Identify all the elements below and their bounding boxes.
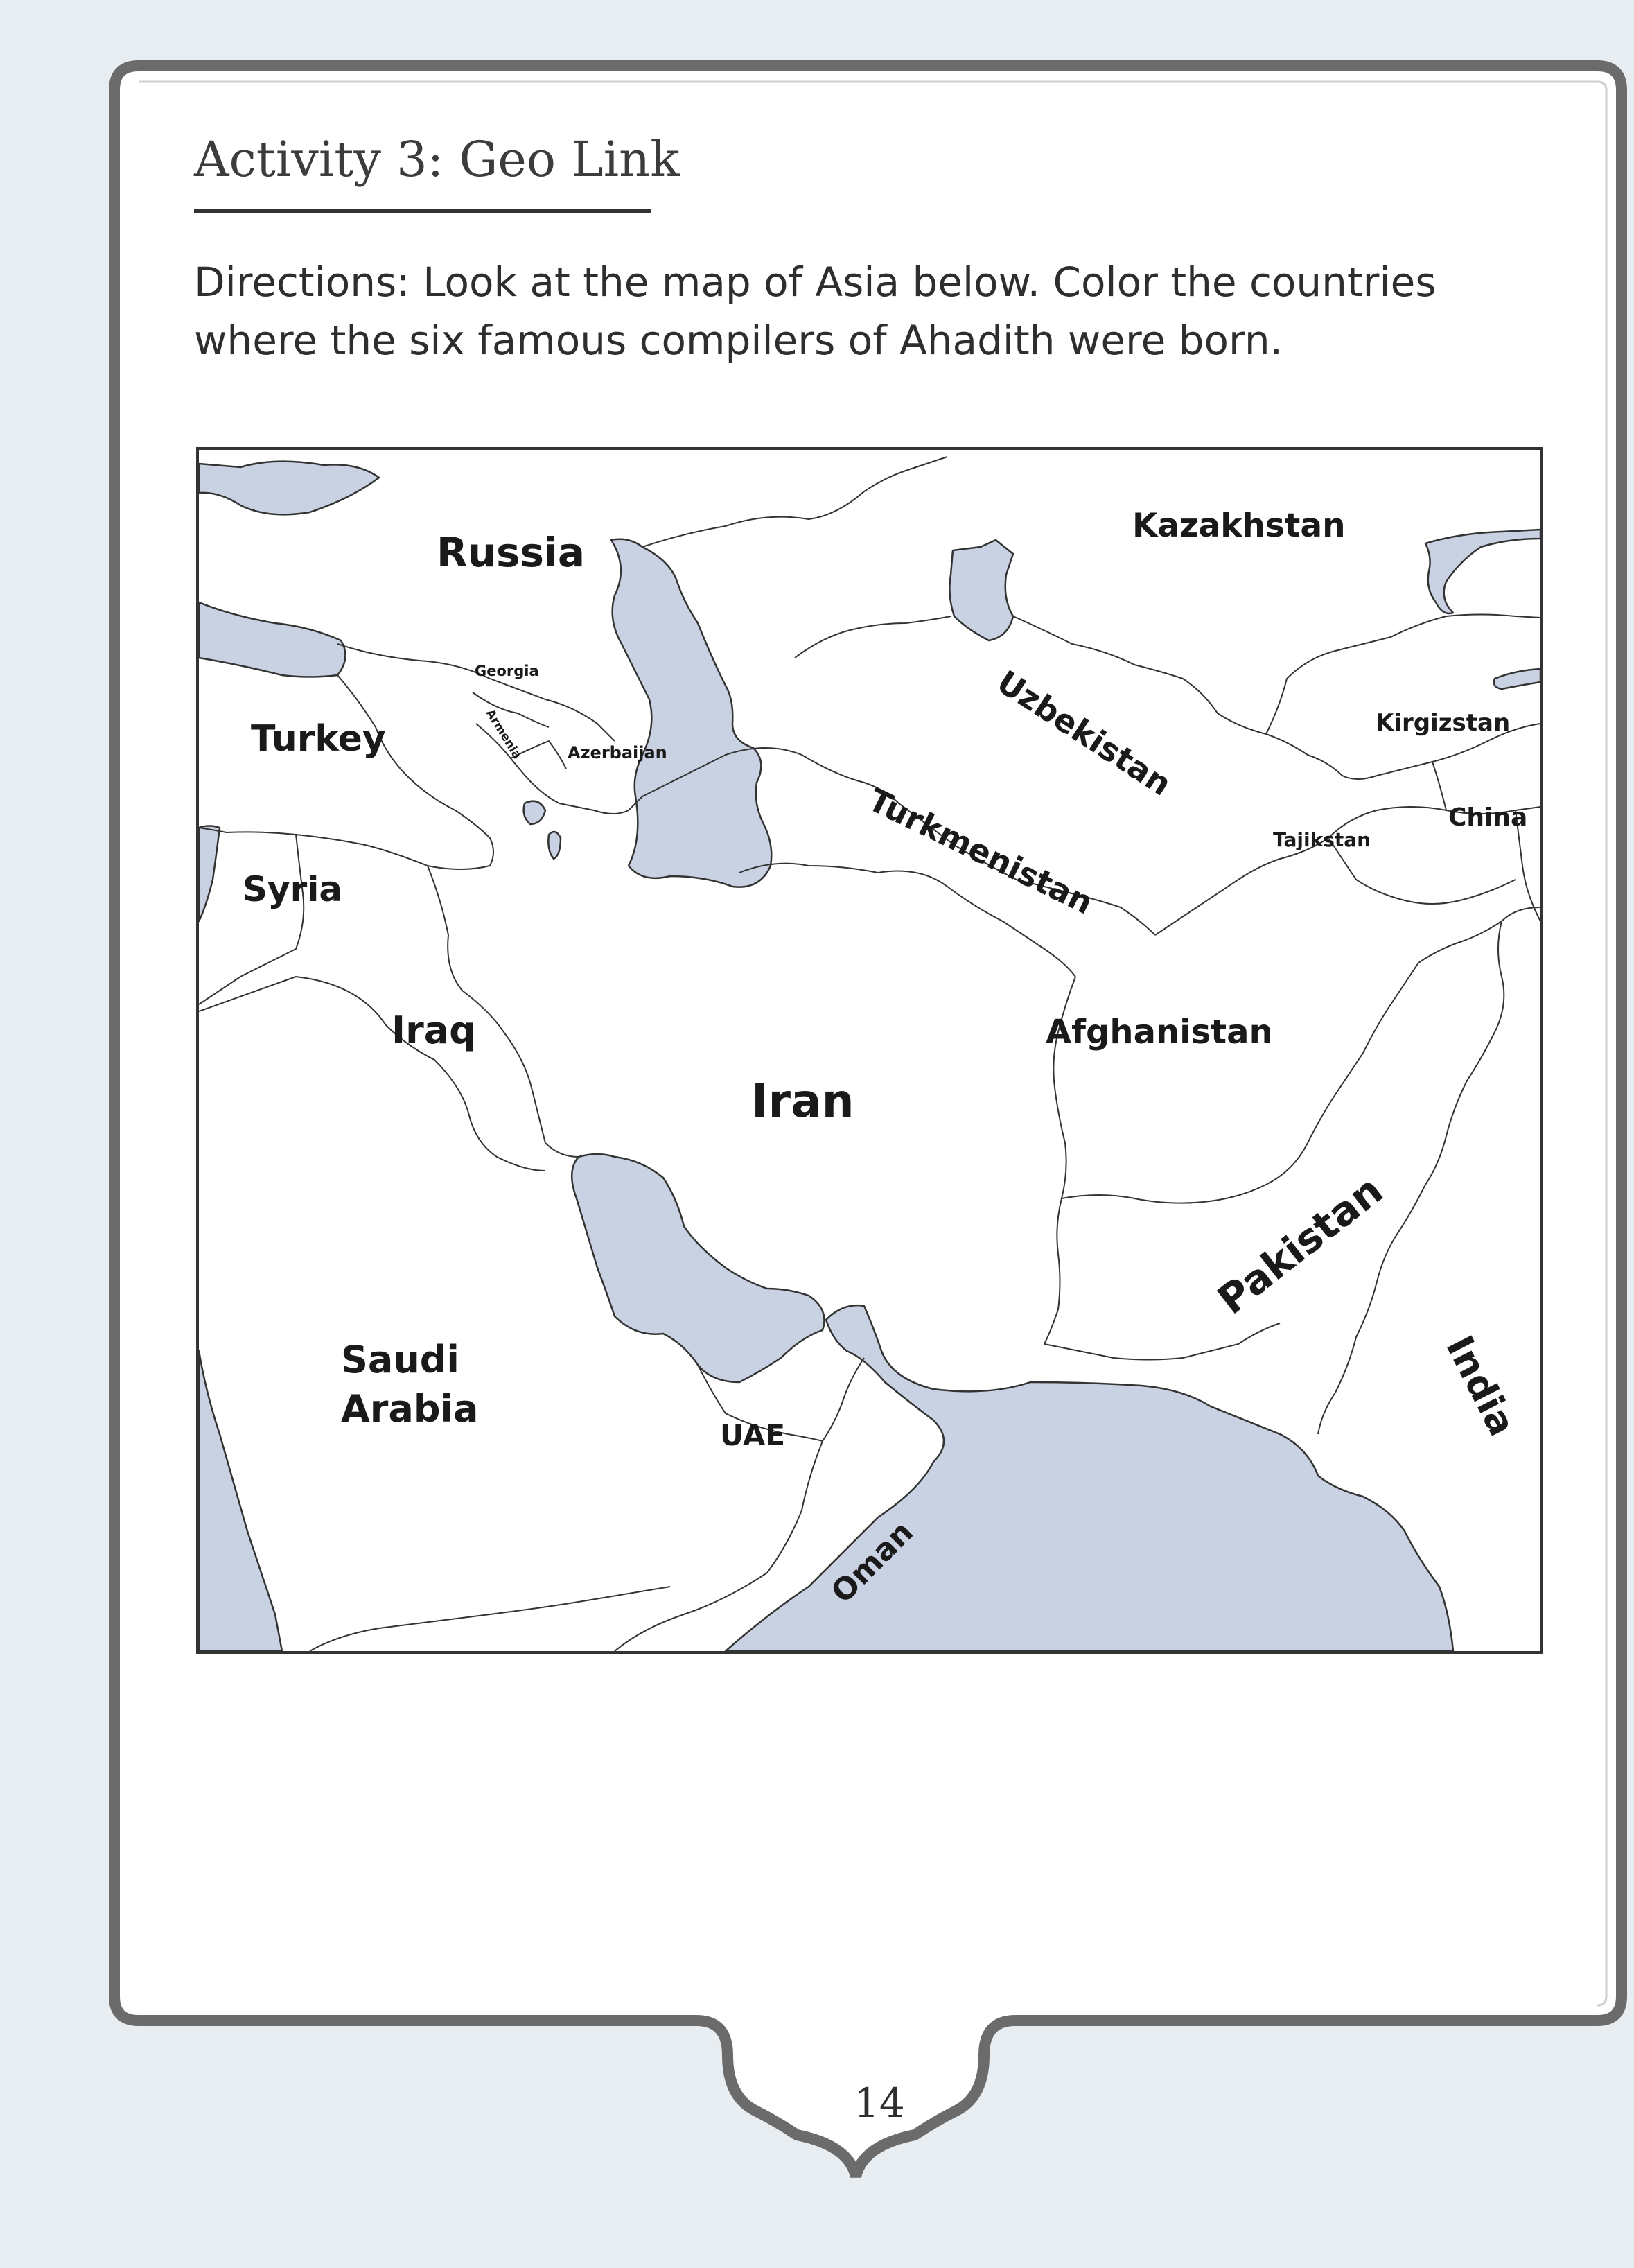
label-turkey: Turkey xyxy=(251,718,386,760)
black-sea-east xyxy=(199,602,345,677)
lake-urmia xyxy=(548,832,561,859)
label-pakistan: Pakistan xyxy=(1209,1166,1392,1324)
directions-line-1: Directions: Look at the map of Asia below. Color the countries xyxy=(194,259,1437,306)
directions-line-2: where the six famous compilers of Ahadith were born. xyxy=(194,317,1283,364)
label-uzbekistan: Uzbekistan xyxy=(990,663,1178,803)
asia-map[interactable] xyxy=(196,447,1543,1654)
label-kazakhstan: Kazakhstan xyxy=(1132,507,1346,545)
title-underline xyxy=(194,209,651,213)
border-pakistan-iran-south xyxy=(1044,1323,1280,1360)
label-afghanistan: Afghanistan xyxy=(1046,1013,1273,1052)
border-georgia-armenia xyxy=(473,692,566,783)
arabian-sea xyxy=(726,1305,1453,1651)
label-azerbaijan: Azerbaijan xyxy=(568,743,667,762)
border-saudi-yemen xyxy=(310,1587,670,1651)
caspian-sea xyxy=(611,539,771,887)
border-azerbaijan-iran xyxy=(532,783,642,814)
label-syria: Syria xyxy=(243,869,343,909)
lake-van xyxy=(524,801,545,824)
label-saudi-line-1: Saudi xyxy=(341,1338,459,1381)
label-china: China xyxy=(1448,803,1528,832)
border-iraq-saudi xyxy=(199,977,545,1171)
persian-gulf xyxy=(572,1154,824,1382)
border-russia-kazakhstan xyxy=(642,457,947,547)
label-iraq: Iraq xyxy=(392,1009,476,1052)
activity-title: Activity 3: Geo Link xyxy=(194,131,680,188)
lake-balkhash xyxy=(1425,530,1540,613)
directions-text xyxy=(194,253,1545,369)
border-china-kirgizstan xyxy=(1432,762,1540,921)
label-iran: Iran xyxy=(751,1074,854,1128)
label-saudi-line-2: Arabia xyxy=(341,1387,479,1431)
mediterranean-east xyxy=(199,826,220,922)
red-sea xyxy=(199,1351,282,1651)
label-georgia: Georgia xyxy=(475,663,539,679)
label-uae: UAE xyxy=(720,1418,786,1452)
label-tajikstan: Tajikstan xyxy=(1273,828,1371,851)
label-india: India xyxy=(1437,1329,1525,1443)
border-turkey-east xyxy=(199,675,493,869)
label-russia: Russia xyxy=(437,529,586,576)
label-turkmenistan: Turkmenistan xyxy=(862,780,1099,922)
aral-sea xyxy=(949,540,1013,640)
page-number: 14 xyxy=(854,2079,905,2127)
border-afghanistan-pakistan xyxy=(1062,907,1540,1203)
lake-issyk-kul xyxy=(1494,669,1540,689)
label-armenia: Armenia xyxy=(482,706,525,762)
black-sea xyxy=(199,462,379,515)
label-oman: Oman xyxy=(824,1514,920,1610)
label-kirgizstan: Kirgizstan xyxy=(1376,709,1511,737)
